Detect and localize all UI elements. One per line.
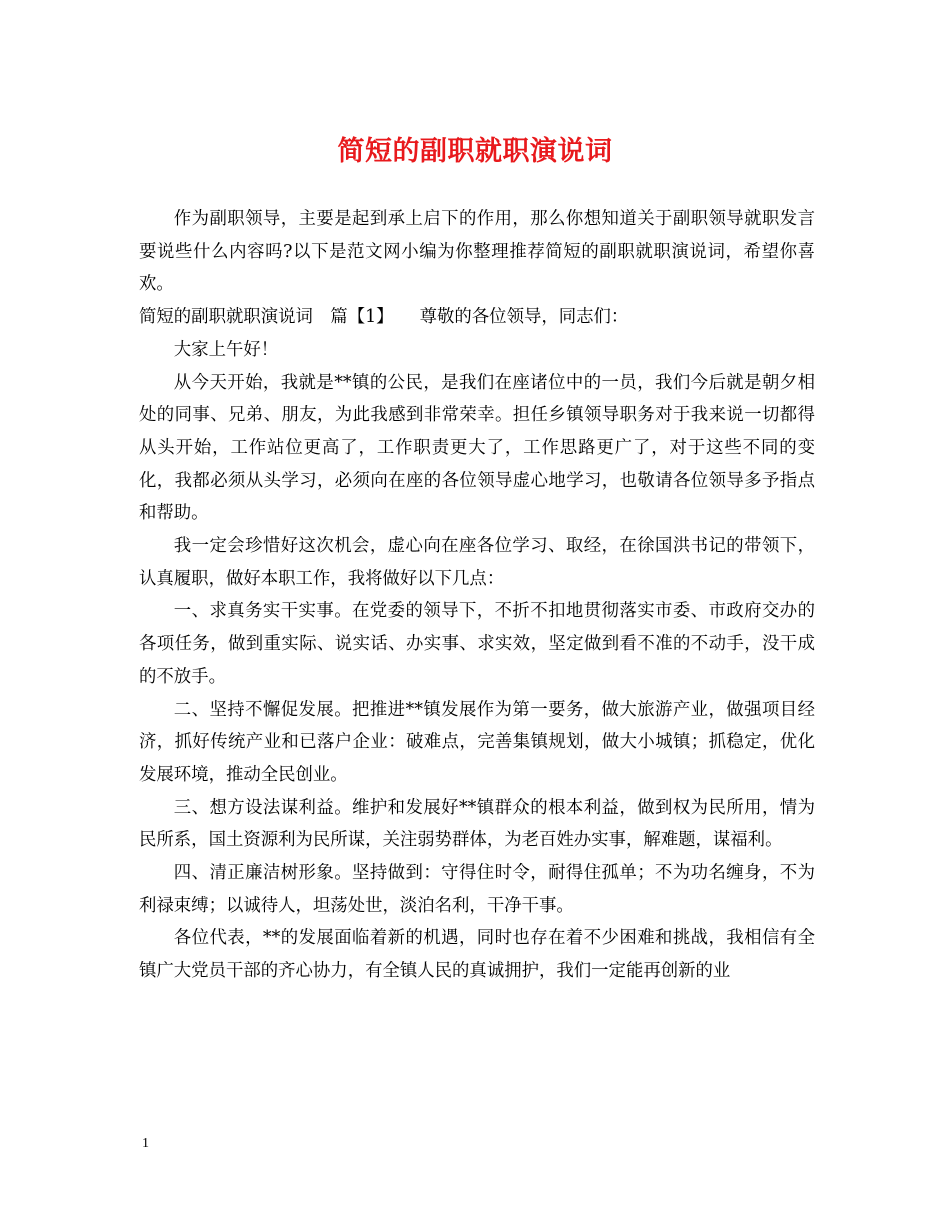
document-body bbox=[139, 203, 815, 988]
paragraph-body: 我一定会珍惜好这次机会，虚心向在座各位学习、取经，在徐国洪书记的带领下，认真履职，做好本职工作，我将做好以下几点： bbox=[139, 536, 815, 589]
paragraph-point-2: 二、坚持不懈促发展。把推进**镇发展作为第一要务，做大旅游产业，做强项目经济，抓好传统产业和已落户企业：破难点，完善集镇规划，做大小城镇；抓稳定，优化发展环境，推动全民创业。 bbox=[139, 699, 815, 785]
paragraph-closing: 各位代表，**的发展面临着新的机遇，同时也存在着不少困难和挑战，我相信有全镇广大党员干部的齐心协力，有全镇人民的真诚拥护，我们一定能再创新的业 bbox=[139, 928, 815, 982]
paragraph-point-4: 四、清正廉洁树形象。坚持做到：守得住时令，耐得住孤单；不为功名缠身，不为利禄束缚；以诚待人，坦荡处世，淡泊名利，干净干事。 bbox=[139, 863, 815, 916]
paragraph-point-1: 一、求真务实干实事。在党委的领导下，不折不扣地贯彻落实市委、市政府交办的各项任务，做到重实际、说实话、办实事、求实效，坚定做到看不准的不动手，没干成的不放手。 bbox=[139, 601, 815, 687]
document-title: 简短的副职就职演说词 bbox=[337, 136, 613, 167]
paragraph-greeting: 大家上午好！ bbox=[173, 339, 279, 360]
page-number: 1 bbox=[142, 1136, 149, 1151]
paragraph-point-3: 三、想方设法谋利益。维护和发展好**镇群众的根本利益，做到权为民所用，情为民所系，国土资源利为民所谋，关注弱势群体，为老百姓办实事，解难题，谋福利。 bbox=[139, 797, 815, 851]
paragraph-body: 从今天开始，我就是**镇的公民，是我们在座诸位中的一员，我们今后就是朝夕相处的同事、兄弟、朋友，为此我感到非常荣幸。担任乡镇领导职务对于我来说一切都得从头开始，工作站位更高了，工作职责更大了，工作思路更广了，对于这些不同的变化，我都必须从头学习，必须向在座的各位领导虚心地学习，也敬请各位领导多予指点和帮助。 bbox=[139, 372, 815, 524]
paragraph-intro: 作为副职领导，主要是起到承上启下的作用，那么你想知道关于副职领导就职发言要说些什么内容吗?以下是范文网小编为你整理推荐简短的副职就职演说词，希望你喜欢。 bbox=[139, 209, 815, 295]
paragraph-heading-line: 简短的副职就职演说词 篇【1】 尊敬的各位领导，同志们： bbox=[139, 307, 629, 328]
